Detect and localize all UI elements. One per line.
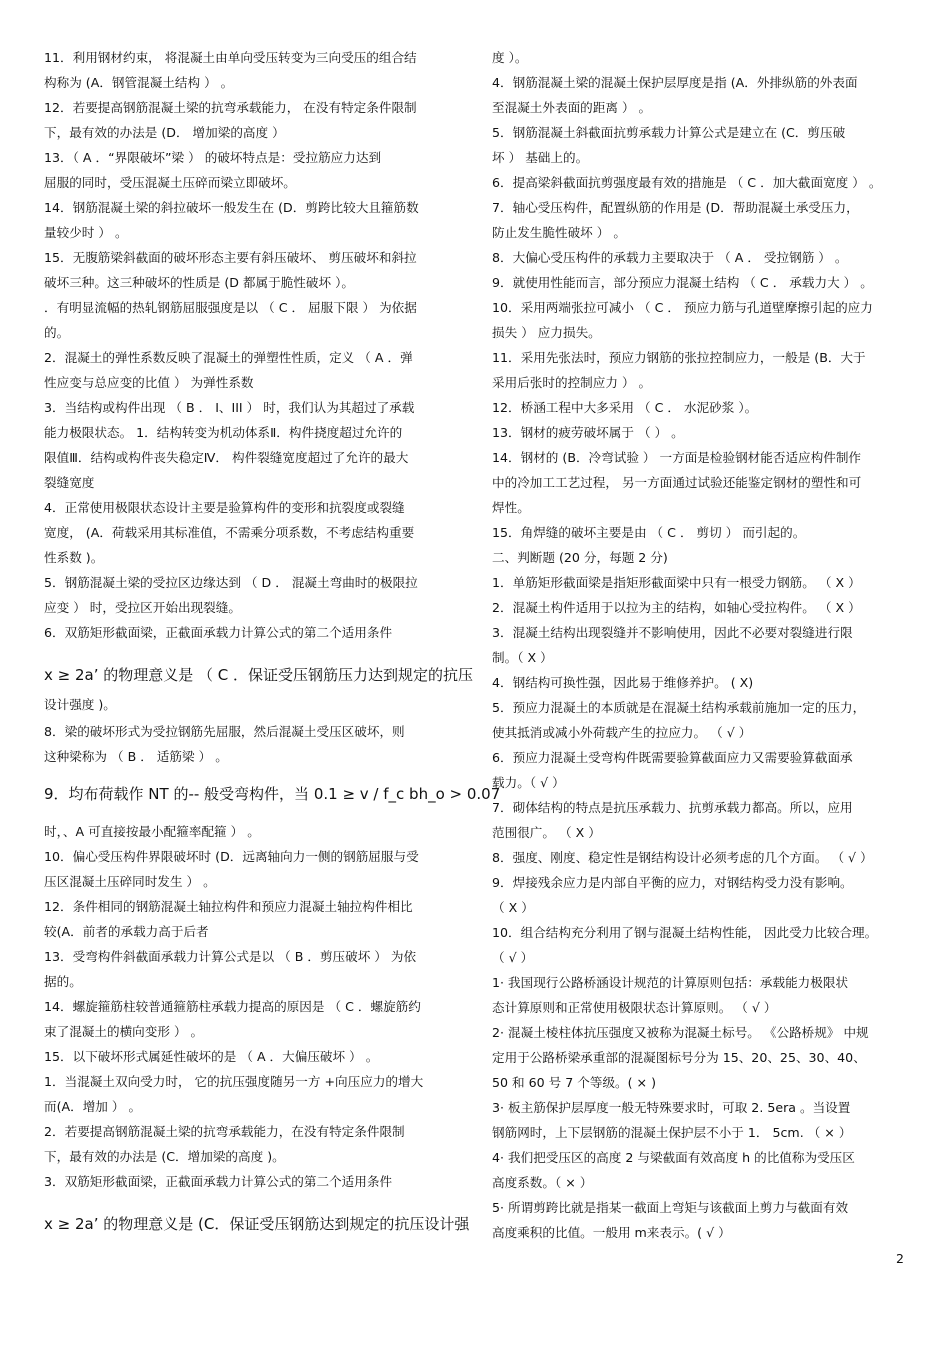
right-text-line: 5．预应力混凝土的本质就是在混凝土结构承载前施加一定的压力，	[492, 700, 866, 715]
left-text-line: 15．以下破坏形式属延性破坏的是 （ A ．大偏压破坏 ） 。	[44, 1049, 379, 1064]
right-text-line: 4．钢结构可换性强，因此易于维修养护。 ( X)	[492, 675, 754, 690]
left-text-line: x ≥ 2a’ 的物理意义是 （ C ．保证受压钢筋压力达到规定的抗压	[44, 666, 474, 684]
right-text-line: 7．轴心受压构件，配置纵筋的作用是 (D．帮助混凝土承受压力，	[492, 200, 859, 215]
right-text-line: 4．钢筋混凝土梁的混凝土保护层厚度是指 (A．外排纵筋的外表面	[492, 75, 858, 90]
left-text-line: 这种梁称为 （ B ． 适筋梁 ） 。	[44, 749, 228, 764]
left-text-line: 束了混凝土的横向变形 ） 。	[44, 1024, 204, 1039]
left-text-line: 2．若要提高钢筋混凝土梁的抗弯承载能力，在没有特定条件限制	[44, 1124, 405, 1139]
right-text-line: 9．就使用性能而言，部分预应力混凝土结构 （ C ． 承载力大 ） 。	[492, 275, 873, 290]
left-text-line: 宽度， (A．荷载采用其标准值，不需乘分项系数，不考虑结构重要	[44, 525, 415, 540]
right-text-line: 12．桥涵工程中大多采用 （ C ． 水泥砂浆 ）。	[492, 400, 758, 415]
left-text-line: 性系数 )。	[44, 550, 104, 565]
left-text-line: 1．当混凝土双向受力时， 它的抗压强度随另一方 +向压应力的增大	[44, 1074, 424, 1089]
right-text-line: 范围很广。 （ X ）	[492, 825, 601, 840]
left-text-line: 4．正常使用极限状态设计主要是验算构件的变形和抗裂度或裂缝	[44, 500, 405, 515]
right-text-line: 15．角焊缝的破坏主要是由 （ C ． 剪切 ） 而引起的。	[492, 525, 806, 540]
left-text-line: 下，最有效的办法是 (D． 增加梁的高度 ）	[44, 125, 285, 140]
right-text-line: 度 ）。	[492, 50, 528, 65]
left-text-line: 下，最有效的办法是 (C．增加梁的高度 )。	[44, 1149, 285, 1164]
right-text-line: 7．砌体结构的特点是抗压承载力、抗剪承载力都高。所以，应用	[492, 800, 853, 815]
right-text-line: 10．组合结构充分利用了钢与混凝土结构性能， 因此受力比较合理。	[492, 925, 878, 940]
left-text-line: 较(A．前者的承载力高于后者	[44, 924, 209, 939]
left-text-line: 14．钢筋混凝土梁的斜拉破坏一般发生在 (D．剪跨比较大且箍筋数	[44, 200, 419, 215]
right-text-line: 2．混凝土构件适用于以拉为主的结构，如轴心受拉构件。 （ X ）	[492, 600, 861, 615]
right-text-line: 3．混凝土结构出现裂缝并不影响使用，因此不必要对裂缝进行限	[492, 625, 853, 640]
right-text-line: 态计算原则和正常使用极限状态计算原则。 （ √ ）	[492, 1000, 777, 1015]
right-text-line: 9．焊接残余应力是内部自平衡的应力，对钢结构受力没有影响。	[492, 875, 853, 890]
left-text-line: 13．受弯构件斜截面承载力计算公式是以 （ B ．剪压破坏 ） 为依	[44, 949, 417, 964]
left-text-line: 12．条件相同的钢筋混凝土轴拉构件和预应力混凝土轴拉构件相比	[44, 899, 413, 914]
right-text-line: 6．预应力混凝土受弯构件既需要验算截面应力又需要验算截面承	[492, 750, 853, 765]
left-text-line: 而(A．增加 ） 。	[44, 1099, 142, 1114]
left-text-line: 据的。	[44, 974, 82, 989]
left-text-line: 15．无腹筋梁斜截面的破坏形态主要有斜压破坏、 剪压破坏和斜拉	[44, 250, 417, 265]
right-text-line: 4· 我们把受压区的高度 2 与梁截面有效高度 h 的比值称为受压区	[492, 1150, 855, 1165]
right-text-line: 载力。（ √ ）	[492, 775, 565, 790]
right-text-line: 10．采用两端张拉可减小 （ C ． 预应力筋与孔道壁摩擦引起的应力	[492, 300, 873, 315]
right-text-line: 坏 ） 基础上的。	[492, 150, 589, 165]
right-text-line: 使其抵消或减小外荷载产生的拉应力。 （ √ ）	[492, 725, 752, 740]
left-text-line: 的。	[44, 325, 70, 340]
left-text-line: 3．当结构或构件出现 （ B ． I、III ） 时，我们认为其超过了承载	[44, 400, 415, 415]
left-text-line: 11．利用钢材约束， 将混凝土由单向受压转变为三向受压的组合结	[44, 50, 417, 65]
right-text-line: 14．钢材的 (B．冷弯试验 ） 一方面是检验钢材能否适应构件制作	[492, 450, 862, 465]
left-text-line: 裂缝宽度	[44, 475, 95, 490]
right-text-line: 定用于公路桥梁承重部的混凝图标号分为 15、20、25、30、40、	[492, 1050, 866, 1065]
left-text-line: 能力极限状态。 1．结构转变为机动体系Ⅱ．构件挠度超过允许的	[44, 425, 403, 440]
right-text-line: 高度系数。（ × ）	[492, 1175, 593, 1190]
left-text-line: 压区混凝土压碎同时发生 ） 。	[44, 874, 216, 889]
left-text-line: 9．均布荷载作 NT 的-- 般受弯构件，当 0.1 ≥ v / f_c bh_o > 0.07	[44, 785, 501, 803]
left-text-line: 5．钢筋混凝土梁的受拉区边缘达到 （ D ． 混凝土弯曲时的极限拉	[44, 575, 418, 590]
right-text-line: 焊性。	[492, 500, 530, 515]
right-text-line: 6．提高梁斜截面抗剪强度最有效的措施是 （ C ．加大截面宽度 ） 。	[492, 175, 882, 190]
left-text-line: 10．偏心受压构件界限破坏时 (D．远离轴向力一侧的钢筋屈服与受	[44, 849, 419, 864]
right-text-line: 至混凝土外表面的距离 ） 。	[492, 100, 652, 115]
left-text-line: x ≥ 2a’ 的物理意义是 (C．保证受压钢筋达到规定的抗压设计强	[44, 1215, 470, 1233]
left-text-line: 屈服的同时，受压混凝土压碎而梁立即破坏。	[44, 175, 296, 190]
right-text-line: 采用后张时的控制应力 ） 。	[492, 375, 652, 390]
left-text-line: 8．梁的破坏形式为受拉钢筋先屈服，然后混凝土受压区破坏，则	[44, 724, 405, 739]
right-text-line: 5．钢筋混凝土斜截面抗剪承载力计算公式是建立在 (C．剪压破	[492, 125, 846, 140]
right-text-line: （ X ）	[492, 900, 534, 915]
right-text-line: 3· 板主筋保护层厚度一般无特殊要求时，可取 2. 5era 。当设置	[492, 1100, 851, 1115]
right-text-line: 钢筋网时，上下层钢筋的混凝土保护层不小于 1． 5cm. （ × ）	[492, 1125, 852, 1140]
right-text-line: 8．强度、刚度、稳定性是钢结构设计必须考虑的几个方面。 （ √ ）	[492, 850, 873, 865]
left-text-line: ．有明显流幅的热轧钢筋屈服强度是以 （ C ． 屈服下限 ） 为依据	[44, 300, 417, 315]
left-text-line: 量较少时 ） 。	[44, 225, 128, 240]
left-text-line: 应变 ） 时，受拉区开始出现裂缝。	[44, 600, 241, 615]
left-text-line: 构称为 (A．钢管混凝土结构 ） 。	[44, 75, 234, 90]
page-number: 2	[896, 1251, 904, 1266]
right-text-line: 二、判断题 (20 分，每题 2 分)	[492, 550, 668, 565]
right-text-line: 中的冷加工工艺过程， 另一方面通过试验还能鉴定钢材的塑性和可	[492, 475, 862, 490]
right-text-line: 5· 所谓剪跨比就是指某一截面上弯矩与该截面上剪力与截面有效	[492, 1200, 849, 1215]
right-text-line: 50 和 60 号 7 个等级。( × )	[492, 1075, 657, 1090]
left-text-line: 12．若要提高钢筋混凝土梁的抗弯承载能力， 在没有特定条件限制	[44, 100, 417, 115]
left-text-line: 限值Ⅲ．结构或构件丧失稳定Ⅳ． 构件裂缝宽度超过了允许的最大	[44, 450, 409, 465]
left-text-line: 2．混凝土的弹性系数反映了混凝土的弹塑性性质，定义 （ A ．弹	[44, 350, 413, 365]
left-text-line: 设计强度 )。	[44, 697, 116, 712]
right-text-line: 损失 ） 应力损失。	[492, 325, 601, 340]
right-text-line: 11．采用先张法时，预应力钢筋的张拉控制应力，一般是 (B．大于	[492, 350, 866, 365]
left-text-line: 性应变与总应变的比值 ） 为弹性系数	[44, 375, 254, 390]
left-text-line: 3．双筋矩形截面梁，正截面承载力计算公式的第二个适用条件	[44, 1174, 393, 1189]
left-text-line: 14．螺旋箍筋柱较普通箍筋柱承载力提高的原因是 （ C ．螺旋筋约	[44, 999, 421, 1014]
right-text-line: （ √ ）	[492, 950, 534, 965]
right-text-line: 制。（ X ）	[492, 650, 553, 665]
left-text-line: 13．（ A ．“界限破坏”梁 ） 的破坏特点是：受拉筋应力达到	[44, 150, 382, 165]
right-text-line: 1· 我国现行公路桥涵设计规范的计算原则包括：承载能力极限状	[492, 975, 849, 990]
left-text-line: 破坏三种。这三种破坏的性质是 (D 都属于脆性破坏 ）。	[44, 275, 354, 290]
right-text-line: 高度乘积的比值。一般用 m来表示。( √ ）	[492, 1225, 731, 1240]
right-text-line: 防止发生脆性破坏 ） 。	[492, 225, 626, 240]
left-text-line: 6．双筋矩形截面梁，正截面承载力计算公式的第二个适用条件	[44, 625, 393, 640]
right-text-line: 1．单筋矩形截面梁是指矩形截面梁中只有一根受力钢筋。 （ X ）	[492, 575, 861, 590]
left-text-line: 时，、A 可直接按最小配箍率配箍 ） 。	[44, 824, 260, 839]
right-text-line: 13．钢材的疲劳破坏属于 （ ） 。	[492, 425, 684, 440]
right-text-line: 8．大偏心受压构件的承载力主要取决于 （ A ． 受拉钢筋 ） 。	[492, 250, 848, 265]
right-text-line: 2· 混凝土棱柱体抗压强度又被称为混凝土标号。 《公路桥规》 中规	[492, 1025, 869, 1040]
